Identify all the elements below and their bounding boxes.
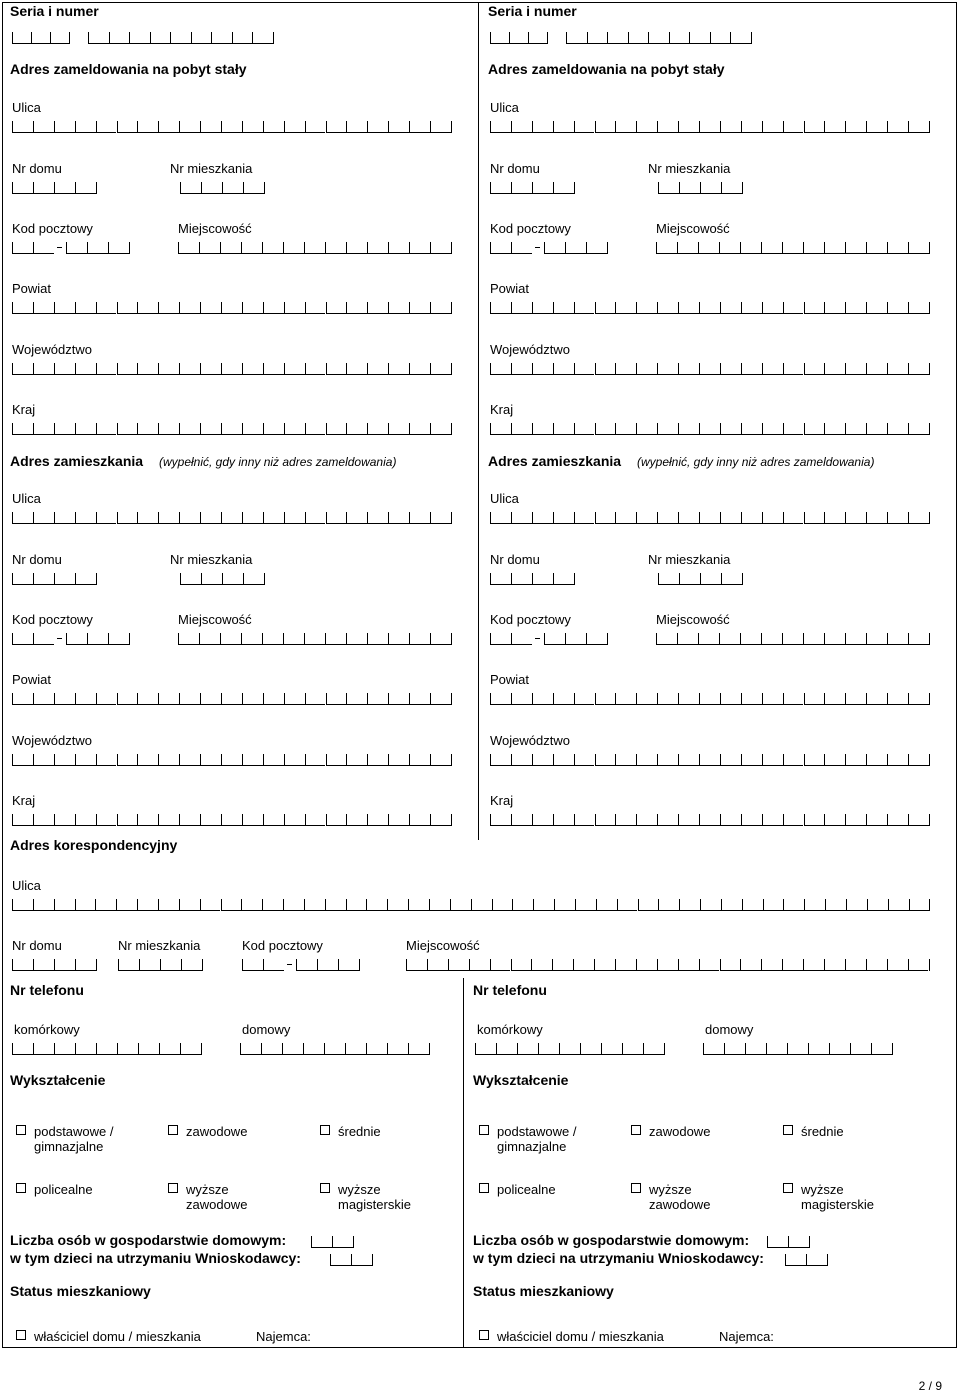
right-dzieci-label: w tym dzieci na utrzymaniu Wnioskodawcy: (473, 1250, 764, 1266)
right-edu-podstawowe-label: podstawowe / gimnazjalne (497, 1124, 577, 1154)
right-edu-zawodowe-label: zawodowe (649, 1124, 711, 1139)
left-liczba-osob-label: Liczba osób w gospodarstwie domowym: (10, 1232, 287, 1248)
right-zameld-wojewodztwo-label: Województwo (490, 342, 570, 357)
left-adres-zamiesz-heading: Adres zamieszkania (10, 453, 144, 469)
right-edu-srednie-label: średnie (801, 1124, 844, 1139)
left-wlasciciel-label: właściciel domu / mieszkania (34, 1329, 201, 1344)
left-seria-label: Seria i numer (10, 3, 99, 19)
right-zameld-powiat-label: Powiat (490, 281, 530, 296)
koresp-miejscowosc-label: Miejscowość (406, 938, 480, 953)
right-zamiesz-miejscowosc-label: Miejscowość (656, 612, 730, 627)
right-komorkowy-label: komórkowy (477, 1022, 543, 1037)
right-wlasciciel-checkbox[interactable] (479, 1330, 489, 1340)
left-zamiesz-ulica-label: Ulica (12, 491, 41, 506)
left-zameld-nr-domu-label: Nr domu (12, 161, 62, 176)
left-edu-podstawowe-checkbox[interactable] (16, 1125, 26, 1135)
left-zameld-kraj-label: Kraj (12, 402, 36, 417)
right-zamiesz-ulica-label: Ulica (490, 491, 519, 506)
left-adres-zamiesz-note: (wypełnić, gdy inny niż adres zameldowania) (159, 455, 397, 469)
left-zameld-wojewodztwo-label: Województwo (12, 342, 92, 357)
column-divider-bottom (463, 978, 464, 1348)
right-edu-zawodowe-checkbox[interactable] (631, 1125, 641, 1135)
left-zamiesz-nr-mieszkania-label: Nr mieszkania (170, 552, 253, 567)
right-zameld-kraj-label: Kraj (490, 402, 514, 417)
right-edu-policealne-checkbox[interactable] (479, 1183, 489, 1193)
koresp-nr-domu-label: Nr domu (12, 938, 62, 953)
right-edu-podstawowe-checkbox[interactable] (479, 1125, 489, 1135)
left-wlasciciel-checkbox[interactable] (16, 1330, 26, 1340)
right-zameld-miejscowosc-label: Miejscowość (656, 221, 730, 236)
left-edu-podstawowe-label: podstawowe / gimnazjalne (34, 1124, 114, 1154)
left-najemca-label: Najemca: (256, 1329, 311, 1344)
adres-koresp-heading: Adres korespondencyjny (10, 837, 178, 853)
page-number: 2 / 9 (918, 1379, 942, 1393)
left-edu-wyzsze-magisterskie-checkbox[interactable] (320, 1183, 330, 1193)
right-zamiesz-nr-domu-label: Nr domu (490, 552, 540, 567)
right-zamiesz-wojewodztwo-label: Województwo (490, 733, 570, 748)
left-edu-zawodowe-checkbox[interactable] (168, 1125, 178, 1135)
right-zamiesz-kraj-label: Kraj (490, 793, 514, 808)
right-adres-zameld-heading: Adres zameldowania na pobyt stały (488, 61, 725, 77)
left-zameld-ulica-label: Ulica (12, 100, 41, 115)
left-status-heading: Status mieszkaniowy (10, 1283, 151, 1299)
left-zameld-miejscowosc-label: Miejscowość (178, 221, 252, 236)
left-zameld-nr-mieszkania-label: Nr mieszkania (170, 161, 253, 176)
left-zamiesz-powiat-label: Powiat (12, 672, 52, 687)
left-zameld-kod-label: Kod pocztowy (12, 221, 93, 236)
left-nr-telefonu-heading: Nr telefonu (10, 982, 84, 998)
left-edu-zawodowe-label: zawodowe (186, 1124, 248, 1139)
right-zamiesz-kod-label: Kod pocztowy (490, 612, 571, 627)
right-zameld-ulica-label: Ulica (490, 100, 519, 115)
left-zamiesz-nr-domu-label: Nr domu (12, 552, 62, 567)
left-edu-wyzsze-zawodowe-checkbox[interactable] (168, 1183, 178, 1193)
left-zamiesz-kraj-label: Kraj (12, 793, 36, 808)
right-edu-wyzsze-magisterskie-label: wyższe magisterskie (801, 1182, 874, 1212)
left-zamiesz-kod-label: Kod pocztowy (12, 612, 93, 627)
left-edu-srednie-checkbox[interactable] (320, 1125, 330, 1135)
right-zameld-nr-domu-label: Nr domu (490, 161, 540, 176)
left-zamiesz-wojewodztwo-label: Województwo (12, 733, 92, 748)
right-edu-wyzsze-zawodowe-label: wyższe zawodowe (649, 1182, 711, 1212)
left-zamiesz-miejscowosc-label: Miejscowość (178, 612, 252, 627)
left-komorkowy-label: komórkowy (14, 1022, 80, 1037)
left-dzieci-label: w tym dzieci na utrzymaniu Wnioskodawcy: (10, 1250, 301, 1266)
left-edu-policealne-label: policealne (34, 1182, 93, 1197)
right-status-heading: Status mieszkaniowy (473, 1283, 614, 1299)
left-zameld-powiat-label: Powiat (12, 281, 52, 296)
right-zamiesz-powiat-label: Powiat (490, 672, 530, 687)
right-edu-wyzsze-magisterskie-checkbox[interactable] (783, 1183, 793, 1193)
right-adres-zamiesz-heading: Adres zamieszkania (488, 453, 622, 469)
right-edu-policealne-label: policealne (497, 1182, 556, 1197)
left-adres-zameld-heading: Adres zameldowania na pobyt stały (10, 61, 247, 77)
right-zameld-nr-mieszkania-label: Nr mieszkania (648, 161, 731, 176)
right-wyksztalcenie-heading: Wykształcenie (473, 1072, 569, 1088)
right-zameld-kod-label: Kod pocztowy (490, 221, 571, 236)
right-najemca-label: Najemca: (719, 1329, 774, 1344)
column-divider-top (478, 2, 479, 840)
koresp-nr-mieszkania-label: Nr mieszkania (118, 938, 201, 953)
right-nr-telefonu-heading: Nr telefonu (473, 982, 547, 998)
left-edu-wyzsze-magisterskie-label: wyższe magisterskie (338, 1182, 411, 1212)
right-zamiesz-nr-mieszkania-label: Nr mieszkania (648, 552, 731, 567)
right-adres-zamiesz-note: (wypełnić, gdy inny niż adres zameldowania) (637, 455, 875, 469)
left-edu-policealne-checkbox[interactable] (16, 1183, 26, 1193)
left-edu-wyzsze-zawodowe-label: wyższe zawodowe (186, 1182, 248, 1212)
form-frame (2, 2, 957, 1348)
left-wyksztalcenie-heading: Wykształcenie (10, 1072, 106, 1088)
koresp-kod-label: Kod pocztowy (242, 938, 323, 953)
right-edu-wyzsze-zawodowe-checkbox[interactable] (631, 1183, 641, 1193)
right-seria-label: Seria i numer (488, 3, 577, 19)
right-wlasciciel-label: właściciel domu / mieszkania (497, 1329, 664, 1344)
left-edu-srednie-label: średnie (338, 1124, 381, 1139)
koresp-ulica-label: Ulica (12, 878, 41, 893)
right-domowy-label: domowy (705, 1022, 754, 1037)
right-liczba-osob-label: Liczba osób w gospodarstwie domowym: (473, 1232, 750, 1248)
left-domowy-label: domowy (242, 1022, 291, 1037)
right-edu-srednie-checkbox[interactable] (783, 1125, 793, 1135)
